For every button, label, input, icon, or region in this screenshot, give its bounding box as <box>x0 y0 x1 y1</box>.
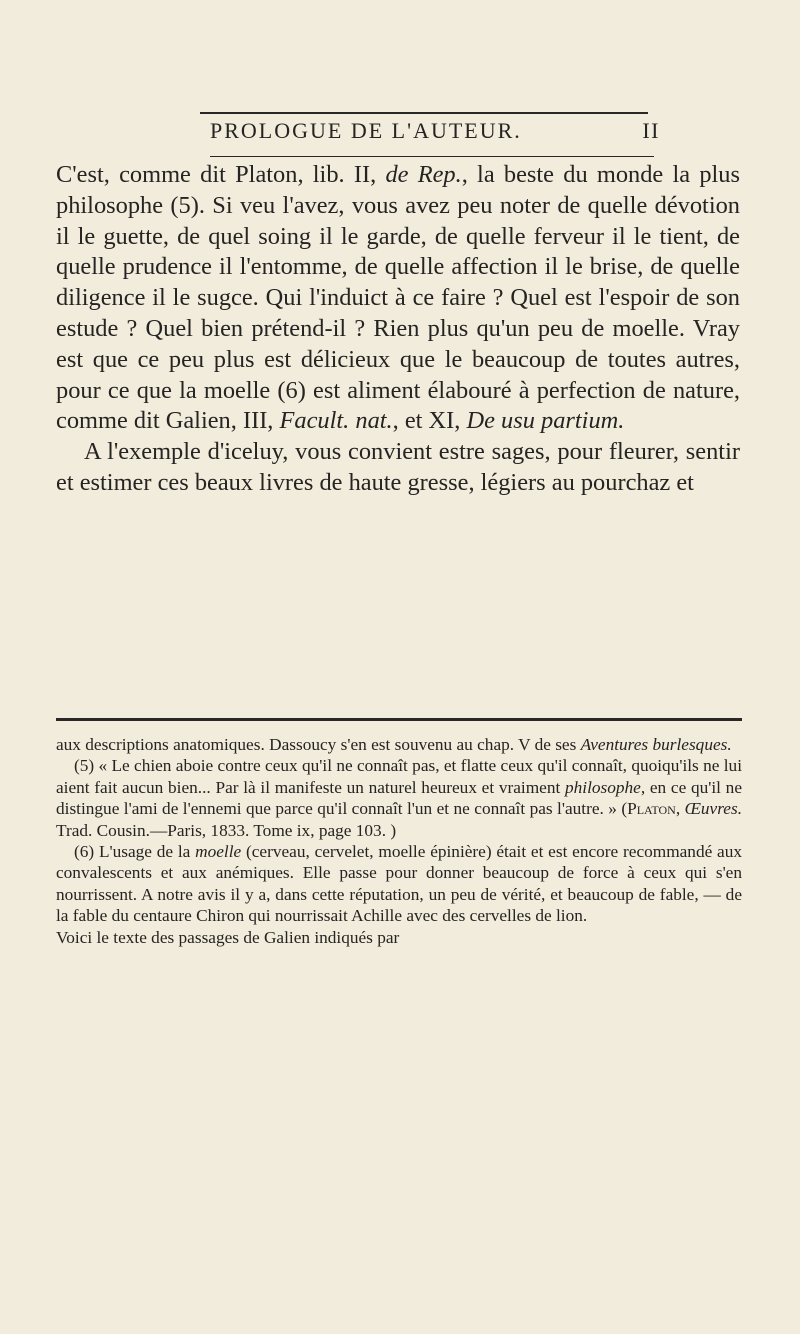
header-rule <box>200 112 648 114</box>
footnote-rule <box>56 718 742 721</box>
main-text <box>56 160 740 499</box>
paragraph-1: C'est, comme dit Platon, lib. II, de Rep., la beste du monde la plus philosophe (5). Si veu l'avez, vous avez peu noter de quelle dévotion il le guette, de quel soing il le garde, de quelle ferveur il le tient, de quelle prudence il l'entomme, de quelle affection il le brise, de quelle diligence il le sugce. Qui l'induict à ce faire ? Quel est l'espoir de son estude ? Quel bien prétend-il ? Rien plus qu'un peu de moelle. Vray est que ce peu plus est délicieux que le beaucoup de toutes autres, pour ce que la moelle (6) est aliment élabouré à perfection de nature, comme dit Galien, III, Facult. nat., et XI, De usu partium. <box>56 161 740 435</box>
running-header <box>210 118 660 144</box>
running-title: PROLOGUE DE L'AUTEUR. <box>210 118 522 143</box>
footnotes <box>56 734 742 948</box>
footnote-continued: aux descriptions anatomiques. Dassoucy s'en est souvenu au chap. V de ses Aventures burlesques. <box>56 735 732 754</box>
paragraph-2: A l'exemple d'iceluy, vous convient estre sages, pour fleurer, sentir et estimer ces beaux livres de haute gresse, légiers au pourchaz et <box>56 438 740 496</box>
page-number: II <box>642 118 660 143</box>
footnote-5: (5) « Le chien aboie contre ceux qu'il ne connaît pas, et flatte ceux qu'il connaît, quoiqu'ils ne lui aient fait aucun bien... Par là il manifeste un naturel heureux et vraiment philosophe, en ce qu'il ne distingue l'ami de l'ennemi que parce qu'il connaît l'un et ne connaît pas l'autre. » (Platon, Œuvres. Trad. Cousin.—Paris, 1833. Tome ix, page 103. ) <box>56 756 743 840</box>
footnote-6-continued: Voici le texte des passages de Galien indiqués par <box>56 927 400 947</box>
footnote-6: (6) L'usage de la moelle (cerveau, cervelet, moelle épinière) était et est encore recommandé aux convalescents et aux anémiques. Elle passe pour donner beaucoup de force à ceux qui s'en nourrissent. A notre avis il y a, dans cette réputation, un peu de vérité, et beaucoup de fable, — de la fable du centaure Chiron qui nourrissait Achille avec des cervelles de lion. <box>56 842 743 926</box>
header-underline <box>210 156 654 157</box>
